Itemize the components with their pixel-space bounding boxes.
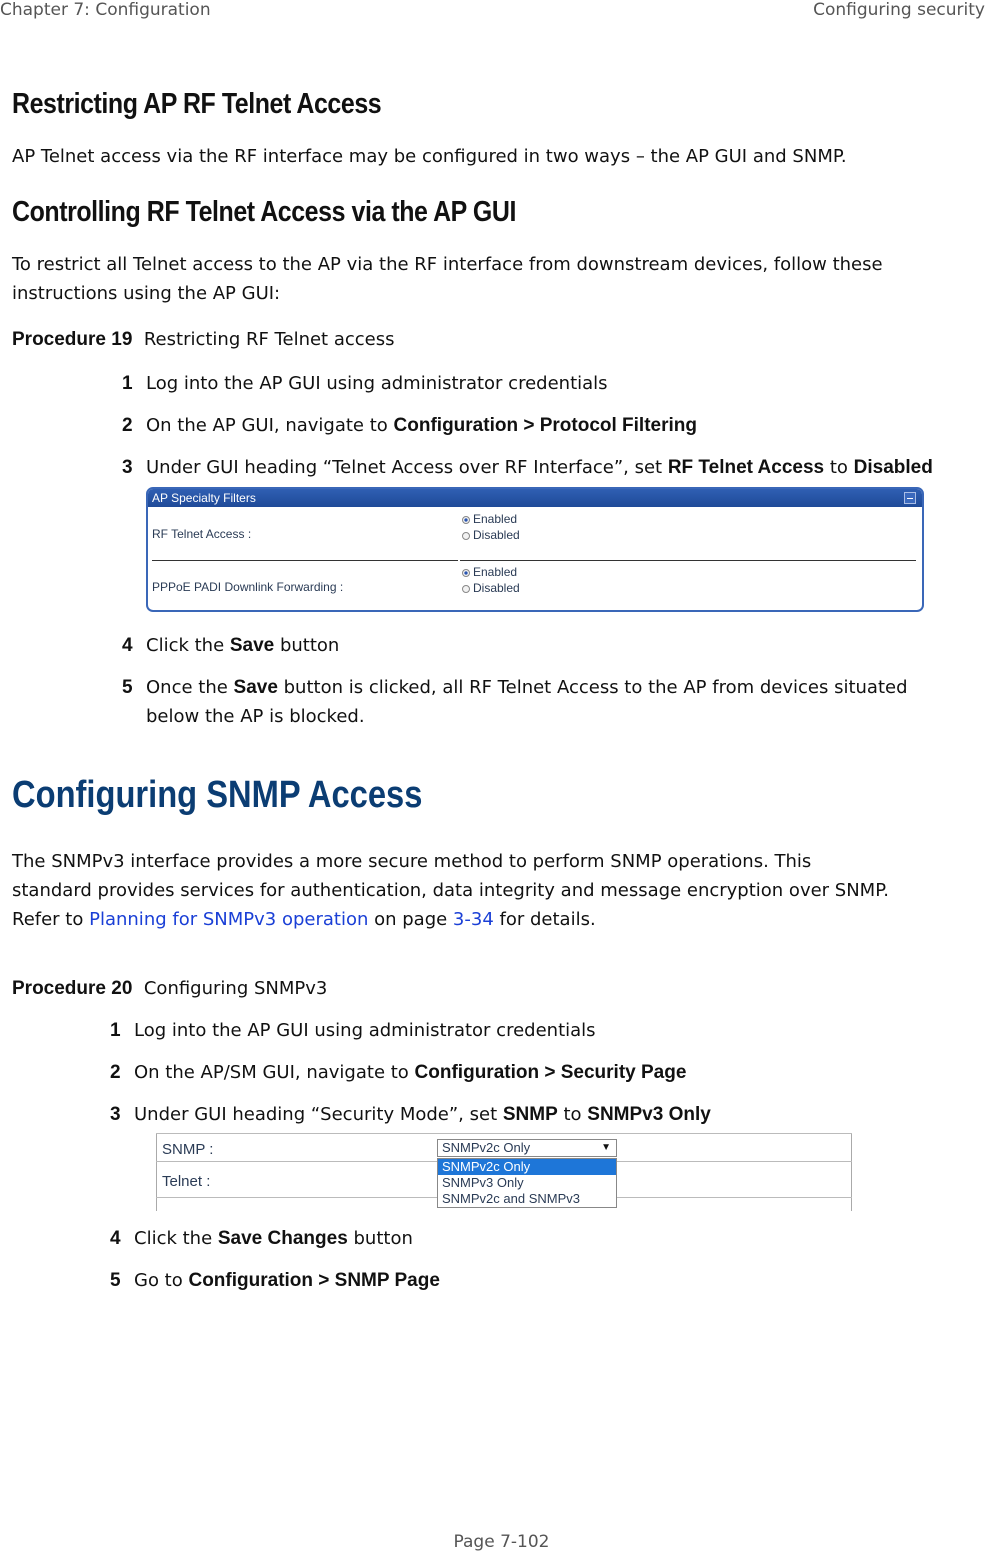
step-text: Under GUI heading “Security Mode”, set <box>134 1104 503 1125</box>
snmp-dropdown-list <box>437 1158 617 1208</box>
frame-right-border <box>851 1133 852 1211</box>
step-text: Click the <box>146 635 230 656</box>
running-header-chapter: Chapter 7: Configuration <box>0 0 211 20</box>
step-text: to <box>824 457 854 478</box>
procedure-step <box>122 673 908 731</box>
step-setting-name: SNMP <box>502 1104 558 1125</box>
procedure-19-caption <box>12 329 395 351</box>
step-menu-path: Configuration > Protocol Filtering <box>393 415 697 436</box>
section-intro-line1: To restrict all Telnet access to the AP via the RF interface from downstream devices, follow these <box>12 254 883 275</box>
row-divider <box>152 560 458 561</box>
snmp-paragraph-line3 <box>12 905 596 934</box>
radio-unselected-icon <box>462 532 470 540</box>
step-button-name: Save Changes <box>217 1228 348 1249</box>
minimize-icon[interactable] <box>904 492 916 504</box>
radio-unselected-icon <box>462 585 470 593</box>
step-number: 2 <box>110 1062 121 1083</box>
procedure-step <box>122 411 697 440</box>
step-text: button is clicked, all RF Telnet Access to the AP from devices situated <box>277 677 908 698</box>
panel-title: AP Specialty Filters <box>152 491 256 505</box>
radio-label: Disabled <box>473 581 520 595</box>
snmp-security-mode-screenshot <box>150 1133 858 1211</box>
radio-selected-icon <box>462 516 470 524</box>
step-text: Once the <box>146 677 234 698</box>
step-menu-path: Configuration > Security Page <box>414 1062 687 1083</box>
step-text: button <box>347 1228 413 1249</box>
step-number: 1 <box>110 1020 121 1041</box>
step-number: 2 <box>122 415 133 436</box>
step-text: button <box>274 635 340 656</box>
panel-title-bar <box>148 489 922 507</box>
snmp-option-v3-only[interactable]: SNMPv3 Only <box>442 1175 524 1190</box>
pppoe-enabled-radio[interactable] <box>462 565 517 579</box>
procedure-step <box>110 1016 596 1045</box>
procedure-label: Procedure 19 <box>12 329 133 350</box>
section-intro-line2: instructions using the AP GUI: <box>12 283 281 304</box>
step-text: to <box>557 1104 588 1125</box>
step-button-name: Save <box>229 635 275 656</box>
snmp-paragraph-line1: The SNMPv3 interface provides a more secure method to perform SNMP operations. This <box>12 851 812 872</box>
procedure-step <box>110 1266 440 1295</box>
step-text: Under GUI heading “Telnet Access over RF Interface”, set <box>146 457 668 478</box>
paragraph-text: on page <box>368 909 453 930</box>
procedure-title: Configuring SNMPv3 <box>143 978 328 999</box>
section-heading-controlling-telnet: Controlling RF Telnet Access via the AP GUI <box>12 196 516 228</box>
section-heading-configuring-snmp: Configuring SNMP Access <box>12 774 423 816</box>
snmp-paragraph-line2: standard provides services for authentication, data integrity and message encryption over SNMP. <box>12 880 889 901</box>
procedure-title: Restricting RF Telnet access <box>143 329 395 350</box>
radio-label: Disabled <box>473 528 520 542</box>
procedure-step <box>110 1224 413 1253</box>
step-number: 3 <box>122 457 133 478</box>
procedure-20-caption <box>12 978 327 1000</box>
planning-snmpv3-link[interactable]: Planning for SNMPv3 operation <box>89 909 369 930</box>
dropdown-arrow-icon: ▼ <box>601 1142 611 1153</box>
snmp-select[interactable] <box>437 1139 617 1157</box>
snmp-option-v2c-and-v3[interactable]: SNMPv2c and SNMPv3 <box>442 1191 580 1206</box>
section-heading-restricting-telnet: Restricting AP RF Telnet Access <box>12 88 382 120</box>
rf-telnet-access-label: RF Telnet Access : <box>152 527 252 541</box>
procedure-step <box>122 453 933 482</box>
radio-label: Enabled <box>473 565 518 579</box>
row-divider <box>460 560 916 561</box>
running-header-section: Configuring security <box>813 0 985 20</box>
snmp-select-value: SNMPv2c Only <box>442 1140 531 1155</box>
step-text: Go to <box>134 1270 189 1291</box>
step-text: Log into the AP GUI using administrator credentials <box>146 373 608 394</box>
snmp-label: SNMP : <box>162 1141 214 1158</box>
step-setting-value: SNMPv3 Only <box>587 1104 711 1125</box>
step-number: 1 <box>122 373 133 394</box>
step-number: 4 <box>110 1228 121 1249</box>
pppoe-disabled-radio[interactable] <box>462 581 520 595</box>
radio-selected-icon <box>462 569 470 577</box>
ap-specialty-filters-panel <box>146 487 924 612</box>
telnet-label: Telnet : <box>162 1173 211 1190</box>
procedure-step <box>110 1058 687 1087</box>
pppoe-padi-label: PPPoE PADI Downlink Forwarding : <box>152 580 344 594</box>
step-setting-name: RF Telnet Access <box>667 457 825 478</box>
row-divider <box>156 1133 852 1134</box>
snmp-option-v2c-only[interactable]: SNMPv2c Only <box>438 1159 616 1175</box>
step-text: Click the <box>134 1228 218 1249</box>
rf-telnet-disabled-radio[interactable] <box>462 528 520 542</box>
step-text: below the AP is blocked. <box>146 706 365 727</box>
radio-label: Enabled <box>473 512 518 526</box>
procedure-step <box>110 1100 711 1129</box>
step-number: 5 <box>122 677 133 698</box>
step-text: On the AP/SM GUI, navigate to <box>134 1062 415 1083</box>
step-button-name: Save <box>233 677 278 698</box>
rf-telnet-enabled-radio[interactable] <box>462 512 517 526</box>
step-number: 4 <box>122 635 133 656</box>
procedure-label: Procedure 20 <box>12 978 133 999</box>
procedure-step <box>122 369 608 398</box>
page-number: Page 7-102 <box>453 1532 550 1552</box>
paragraph-text: Refer to <box>12 909 90 930</box>
step-number: 5 <box>110 1270 121 1291</box>
procedure-step <box>122 631 340 660</box>
step-menu-path: Configuration > SNMP Page <box>188 1270 440 1291</box>
frame-left-border <box>156 1133 157 1211</box>
step-setting-value: Disabled <box>853 457 933 478</box>
step-number: 3 <box>110 1104 121 1125</box>
page-reference-link[interactable]: 3-34 <box>452 909 494 930</box>
paragraph-text: for details. <box>493 909 596 930</box>
step-text: Log into the AP GUI using administrator credentials <box>134 1020 596 1041</box>
section-intro: AP Telnet access via the RF interface may be configured in two ways – the AP GUI and SNMP. <box>12 146 847 167</box>
step-text: On the AP GUI, navigate to <box>146 415 394 436</box>
